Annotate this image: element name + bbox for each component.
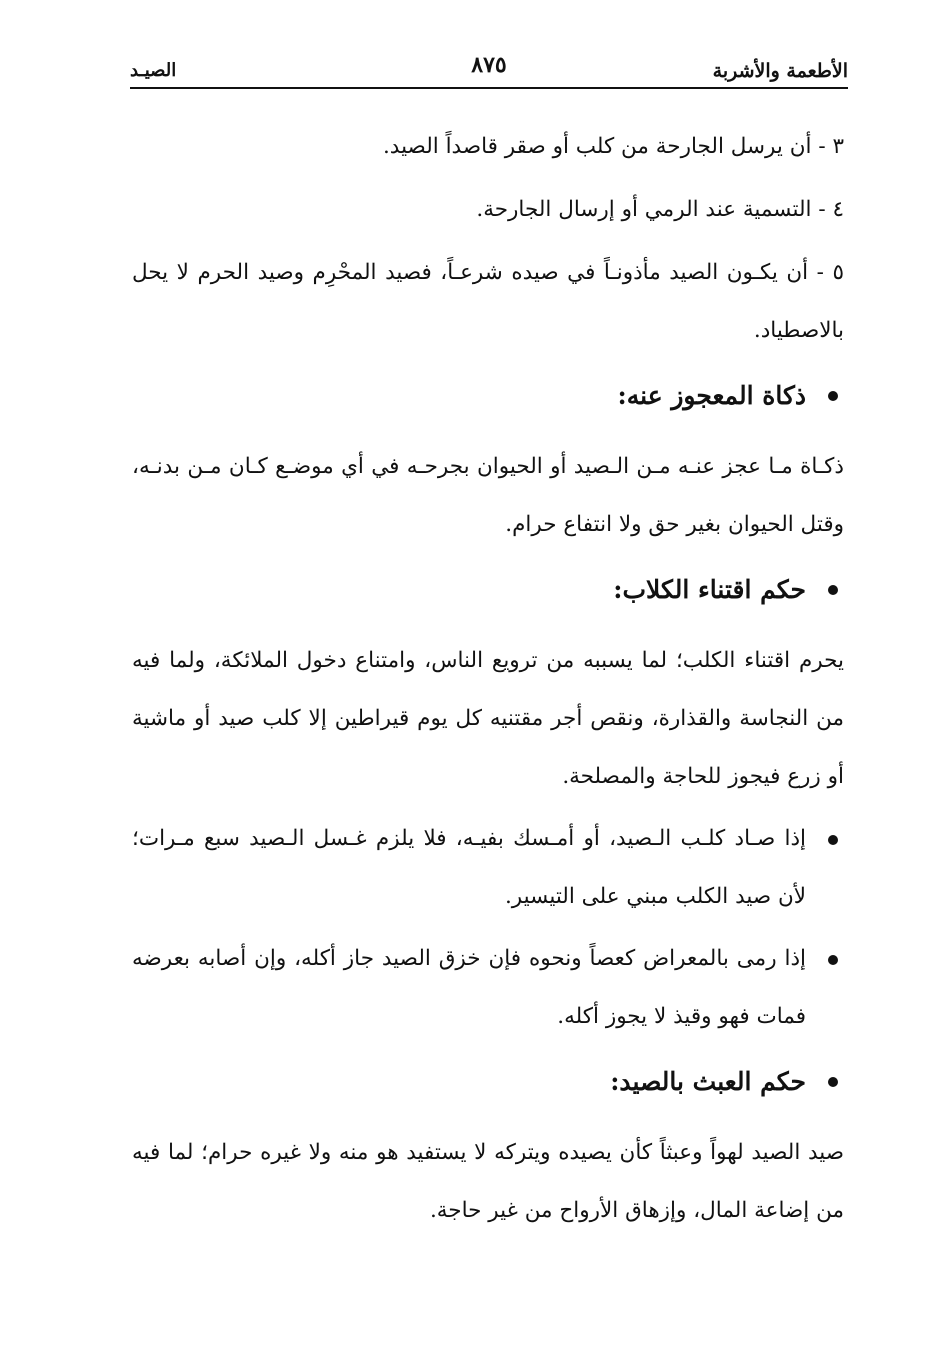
page-content [132, 118, 844, 1240]
section-title: الصيـد [130, 60, 177, 81]
page-number: ٨٧٥ [471, 52, 507, 78]
section-heading-text: ذكاة المعجوز عنه: [617, 381, 806, 410]
section-heading-keeping-dogs [132, 562, 844, 618]
bullet-paragraph-miraad [132, 930, 844, 1046]
condition-item-3: ٣ - أن يرسل الجارحة من كلب أو صقر قاصداً الصيد. [382, 134, 844, 159]
bullet-icon [828, 391, 838, 401]
chapter-title: الأطعمة والأشربة [712, 60, 848, 82]
bullet-paragraph-text: إذا رمى بالمعراض كعصاً ونحوه فإن خزق الصيد جاز أكله، وإن أصابه بعرضه فمات فهو وقيذ لا يجوز أكله. [132, 946, 806, 1029]
section-heading-text: حكم العبث بالصيد: [610, 1067, 806, 1096]
section-body-keeping-dogs: يحرم اقتناء الكلب؛ لما يسببه من ترويع الناس، وامتناع دخول الملائكة، ولما فيه من النجاسة والقذارة، ونقص أجر مقتنيه كل يوم قيراطين إلا كلب صيد أو ماشية أو زرع فيجوز للحاجة والمصلحة. [132, 648, 844, 789]
section-heading-incapable-slaughter [132, 368, 844, 424]
bullet-icon [828, 1077, 838, 1087]
section-body-frivolous-hunting: صيد الصيد لهواً وعبثاً كأن يصيده ويتركه لا يستفيد هو منه ولا غيره حرام؛ لما فيه من إضاعة المال، وإزهاق الأرواح من غير حاجة. [132, 1140, 844, 1223]
bullet-paragraph-text: إذا صـاد كلـب الـصيد، أو أمـسك بفيـه، فلا يلزم غـسل الـصيد سبع مـرات؛ لأن صيد الكلب مبني على التيسير. [132, 826, 806, 909]
bullet-icon [828, 835, 838, 845]
bullet-paragraph-dog-catch [132, 810, 844, 926]
page-header [130, 52, 848, 88]
section-heading-frivolous-hunting [132, 1054, 844, 1110]
condition-item-5: ٥ - أن يكـون الصيد مأذونـاً في صيده شرعـاً، فصيد المحْرِم وصيد الحرم لا يحل بالاصطياد. [132, 260, 844, 343]
section-heading-text: حكم اقتناء الكلاب: [613, 575, 806, 604]
condition-item-4: ٤ - التسمية عند الرمي أو إرسال الجارحة. [476, 197, 844, 222]
bullet-icon [828, 585, 838, 595]
bullet-icon [828, 955, 838, 965]
header-divider [130, 87, 848, 89]
section-body-incapable-slaughter: ذكـاة مـا عجز عنـه مـن الـصيد أو الحيوان بجرحـه في أي موضـع كـان مـن بدنـه، وقتل الحيوان بغير حق ولا انتفاع حرام. [132, 454, 844, 537]
